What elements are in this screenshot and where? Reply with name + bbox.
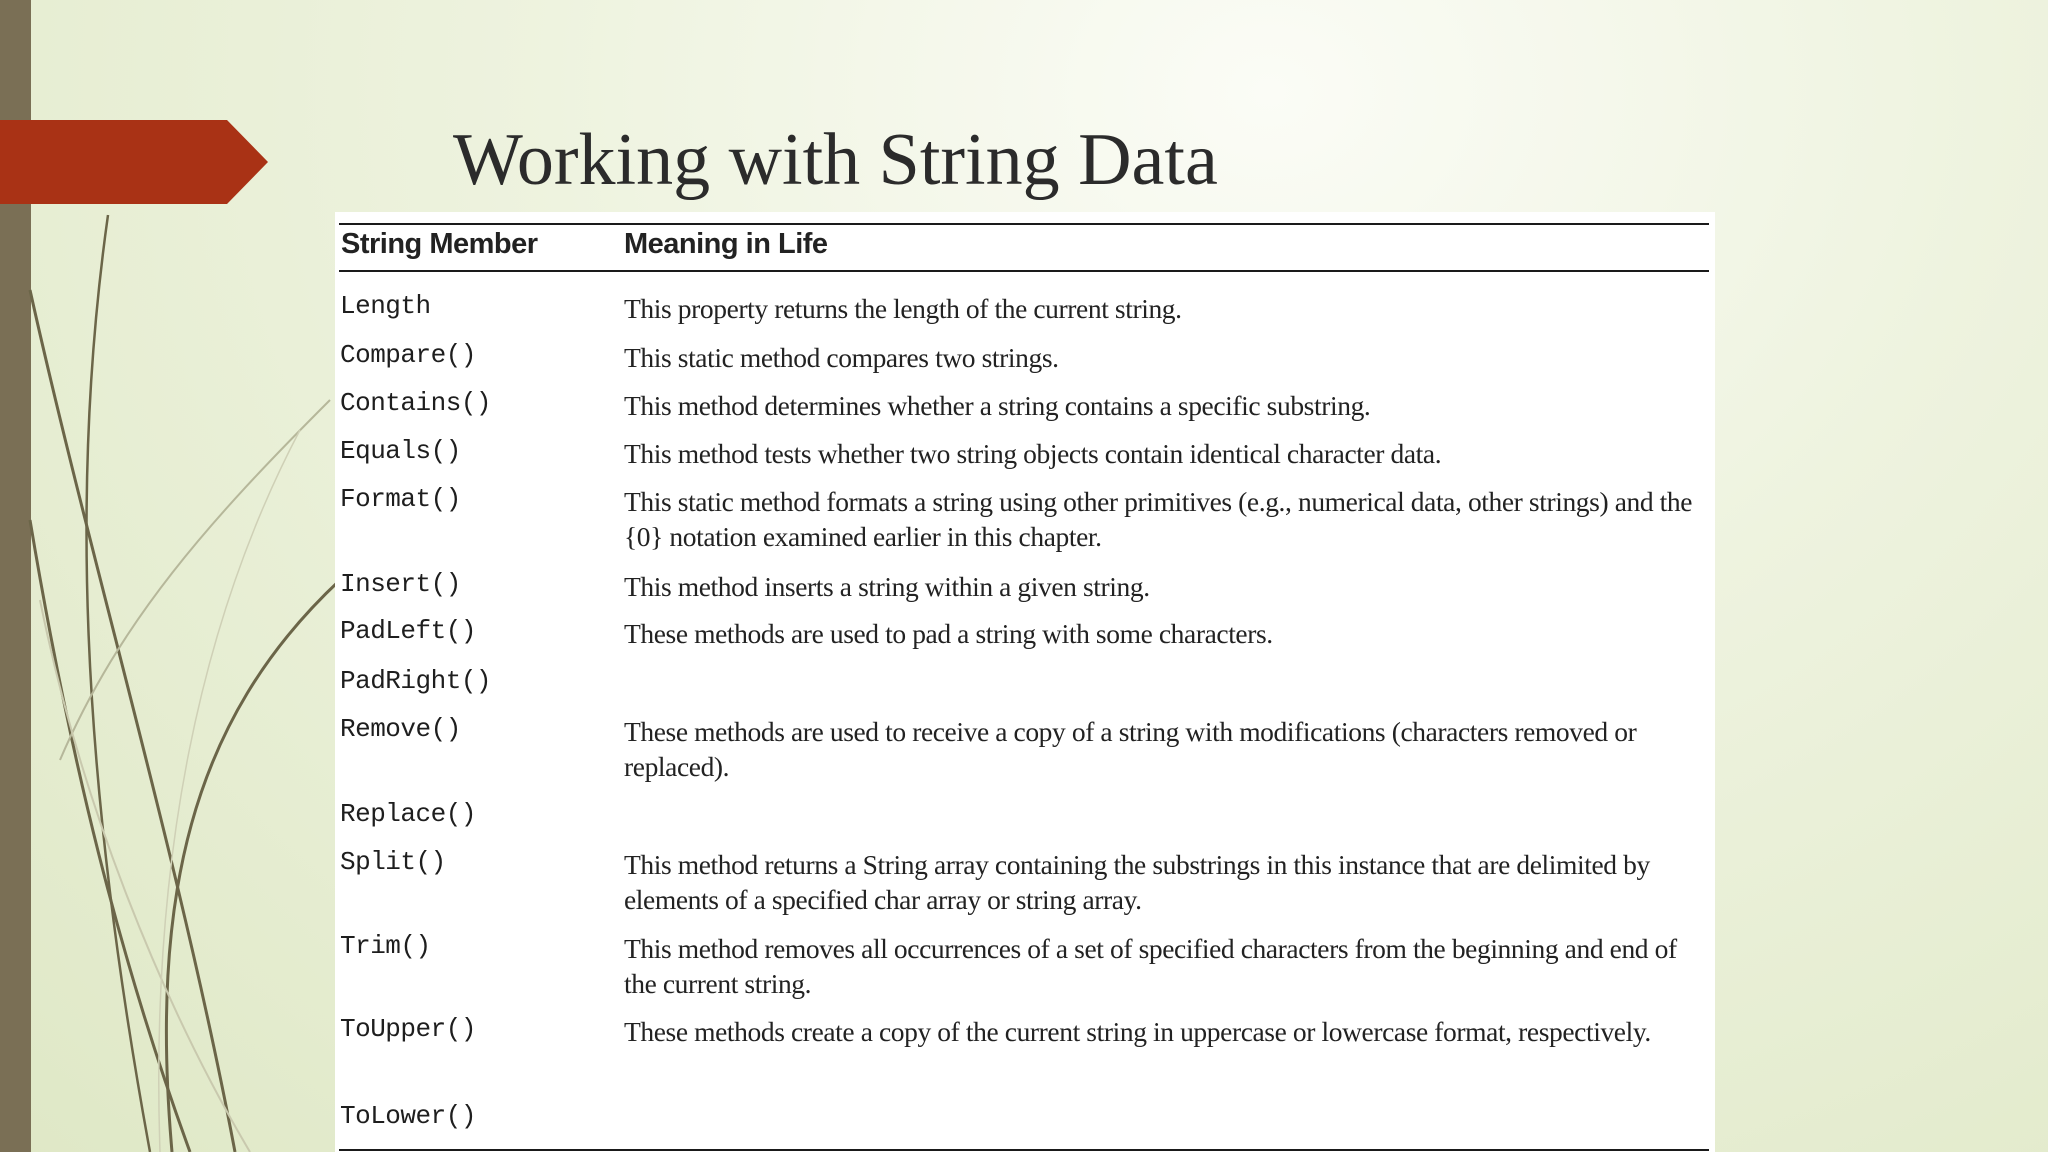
slide-title: Working with String Data [453,119,1218,201]
member-cell: PadRight() [340,666,492,696]
member-cell: Split() [340,847,446,877]
meaning-cell: This property returns the length of the current string. [624,293,1182,324]
member-cell: PadLeft() [340,616,476,646]
meaning-cell: This static method formats a string using other primitives (e.g., numerical data, other strings) and the {0} notation examined earlier in this chapter. [624,486,1693,552]
meaning-cell: These methods are used to receive a copy of a string with modifications (characters removed or replaced). [624,716,1637,782]
table-header-rule [339,270,1709,272]
header-string-member: String Member [341,228,538,260]
header-meaning-in-life: Meaning in Life [624,228,828,260]
member-cell: Length [340,291,431,321]
member-cell: Insert() [340,569,461,599]
meaning-cell: This method inserts a string within a given string. [624,571,1150,602]
member-cell: Contains() [340,388,492,418]
meaning-cell: These methods are used to pad a string with some characters. [624,618,1273,649]
member-cell: Format() [340,484,461,514]
meaning-cell: This method determines whether a string contains a specific substring. [624,390,1371,421]
string-members-table [335,212,1715,1152]
member-cell: Remove() [340,714,461,744]
meaning-cell: This method tests whether two string objects contain identical character data. [624,438,1442,469]
member-cell: Replace() [340,799,476,829]
accent-arrow-tab [0,120,270,205]
member-cell: Compare() [340,340,476,370]
member-cell: Trim() [340,931,431,961]
meaning-cell: This method removes all occurrences of a set of specified characters from the beginning and end of the current string. [624,933,1677,999]
member-cell: ToUpper() [340,1014,476,1044]
table-bottom-rule [339,1149,1709,1151]
meaning-cell: These methods create a copy of the current string in uppercase or lowercase format, respectively. [624,1016,1651,1047]
member-cell: ToLower() [340,1101,476,1131]
meaning-cell: This method returns a String array containing the substrings in this instance that are delimited by elements of a specified char array or string array. [624,849,1650,915]
meaning-cell: This static method compares two strings. [624,342,1059,373]
table-top-rule [339,223,1709,225]
member-cell: Equals() [340,436,461,466]
